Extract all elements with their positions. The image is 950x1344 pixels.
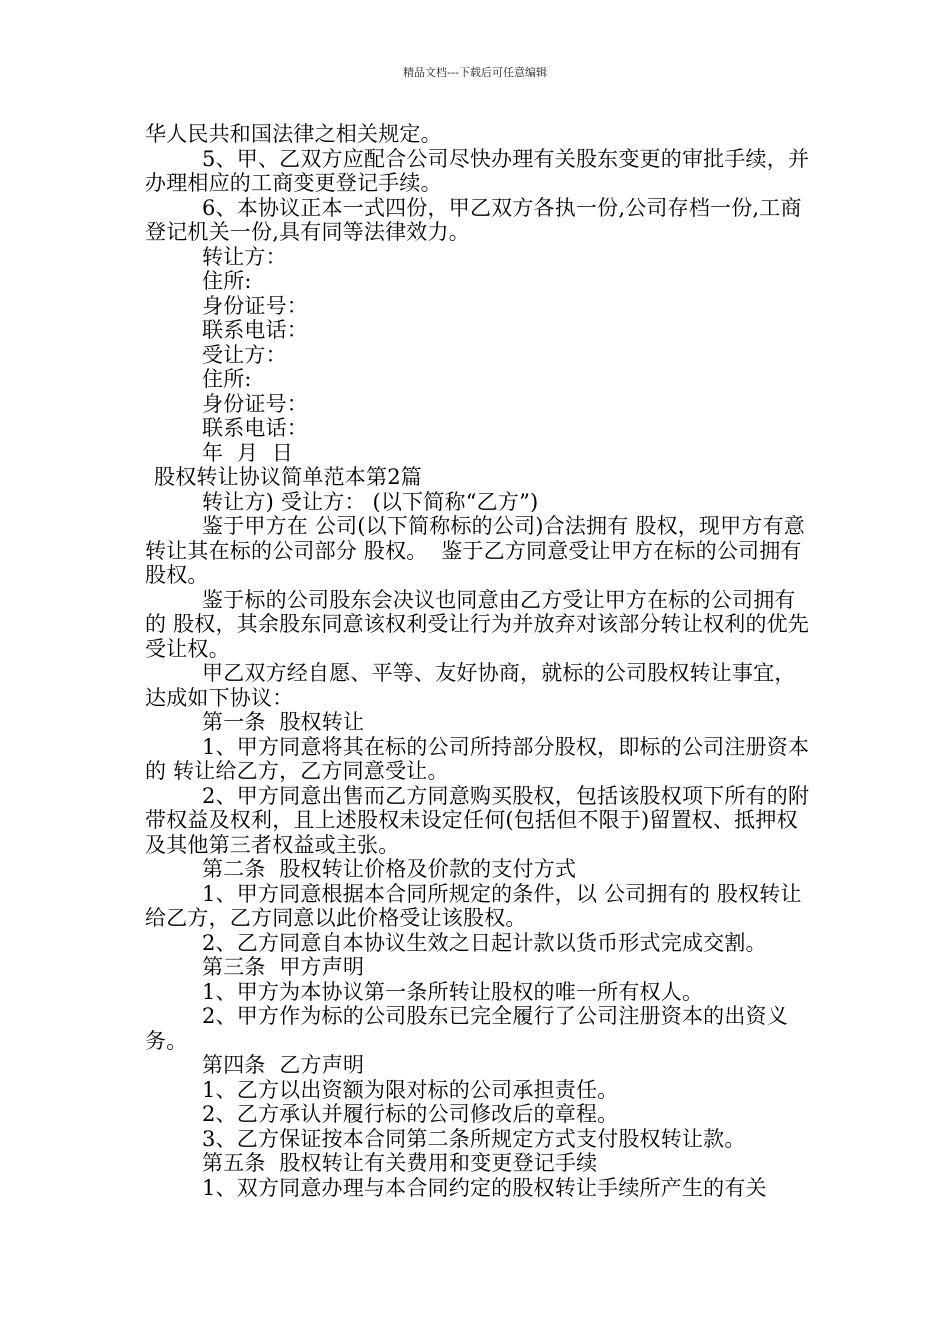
paragraph: 1、甲方同意根据本合同所规定的条件，以 公司拥有的 股权转让给乙方，乙方同意以此价格受让该股权。 (145, 881, 802, 930)
paragraph: 2、甲方同意出售而乙方同意购买股权，包括该股权项下所有的附带权益及权利，且上述股权未设定任何(包括但不限于)留置权、抵押权及其他第三者权益或主张。 (145, 783, 810, 857)
signature-field-id-number: 身份证号： (202, 391, 308, 416)
signature-field-address: 住所: (202, 367, 252, 391)
article-heading: 第二条 股权转让价格及价款的支付方式 (202, 857, 577, 881)
paragraph: 鉴于甲方在 公司(以下简称标的公司)合法拥有 股权，现甲方有意转让其在标的公司部分 股权。 鉴于乙方同意受让甲方在标的公司拥有 股权。 (145, 514, 809, 587)
signature-field-id-number: 身份证号： (202, 293, 308, 318)
paragraph: 6、本协议正本一式四份，甲乙双方各执一份,公司存档一份,工商登记机关一份,具有同等法律效力。 (145, 195, 802, 244)
paragraph: 2、乙方同意自本协议生效之日起计款以货币形式完成交割。 (202, 930, 767, 955)
parties-line: 转让方) 受让方： (以下简称“乙方”) (202, 489, 539, 514)
article-heading: 第五条 股权转让有关费用和变更登记手续 (202, 1151, 598, 1175)
section-title: 股权转让协议简单范本第2篇 (154, 465, 422, 489)
date-line: 年 月 日 (202, 440, 294, 465)
article-heading: 第四条 乙方声明 (202, 1053, 365, 1077)
paragraph: 鉴于标的公司股东会决议也同意由乙方受让甲方在标的公司拥有的 股权，其余股东同意该权利受让行为并放弃对该部分转让权利的优先受让权。 (145, 587, 810, 661)
paragraph: 1、甲方同意将其在标的公司所持部分股权，即标的公司注册资本的 转让给乙方，乙方同意受让。 (145, 734, 810, 783)
page-header: 精品文档---下载后可任意编辑 (403, 66, 547, 79)
paragraph: 3、乙方保证按本合同第二条所规定方式支付股权转让款。 (202, 1126, 746, 1151)
paragraph: 2、乙方承认并履行标的公司修改后的章程。 (202, 1102, 619, 1126)
signature-field-transferee: 受让方： (202, 342, 287, 367)
paragraph: 华人民共和国法律之相关规定。 (145, 122, 442, 146)
paragraph: 1、乙方以出资额为限对标的公司承担责任。 (202, 1077, 619, 1102)
article-heading: 第三条 甲方声明 (202, 955, 365, 979)
paragraph: 2、甲方作为标的公司股东已完全履行了公司注册资本的出资义务。 (145, 1004, 788, 1053)
paragraph: 1、双方同意办理与本合同约定的股权转让手续所产生的有关 (202, 1175, 767, 1200)
article-heading: 第一条 股权转让 (202, 710, 365, 734)
signature-field-phone: 联系电话： (202, 416, 308, 440)
signature-field-phone: 联系电话： (202, 318, 308, 342)
document-body (145, 122, 810, 1200)
paragraph: 5、甲、乙双方应配合公司尽快办理有关股东变更的审批手续，并办理相应的工商变更登记手续。 (145, 146, 810, 195)
signature-field-address: 住所: (202, 269, 252, 293)
signature-field-transferor: 转让方： (202, 244, 287, 269)
paragraph: 1、甲方为本协议第一条所转让股权的唯一所有权人。 (202, 979, 704, 1004)
paragraph: 甲乙双方经自愿、平等、友好协商，就标的公司股权转让事宜，达成如下协议： (145, 661, 796, 710)
